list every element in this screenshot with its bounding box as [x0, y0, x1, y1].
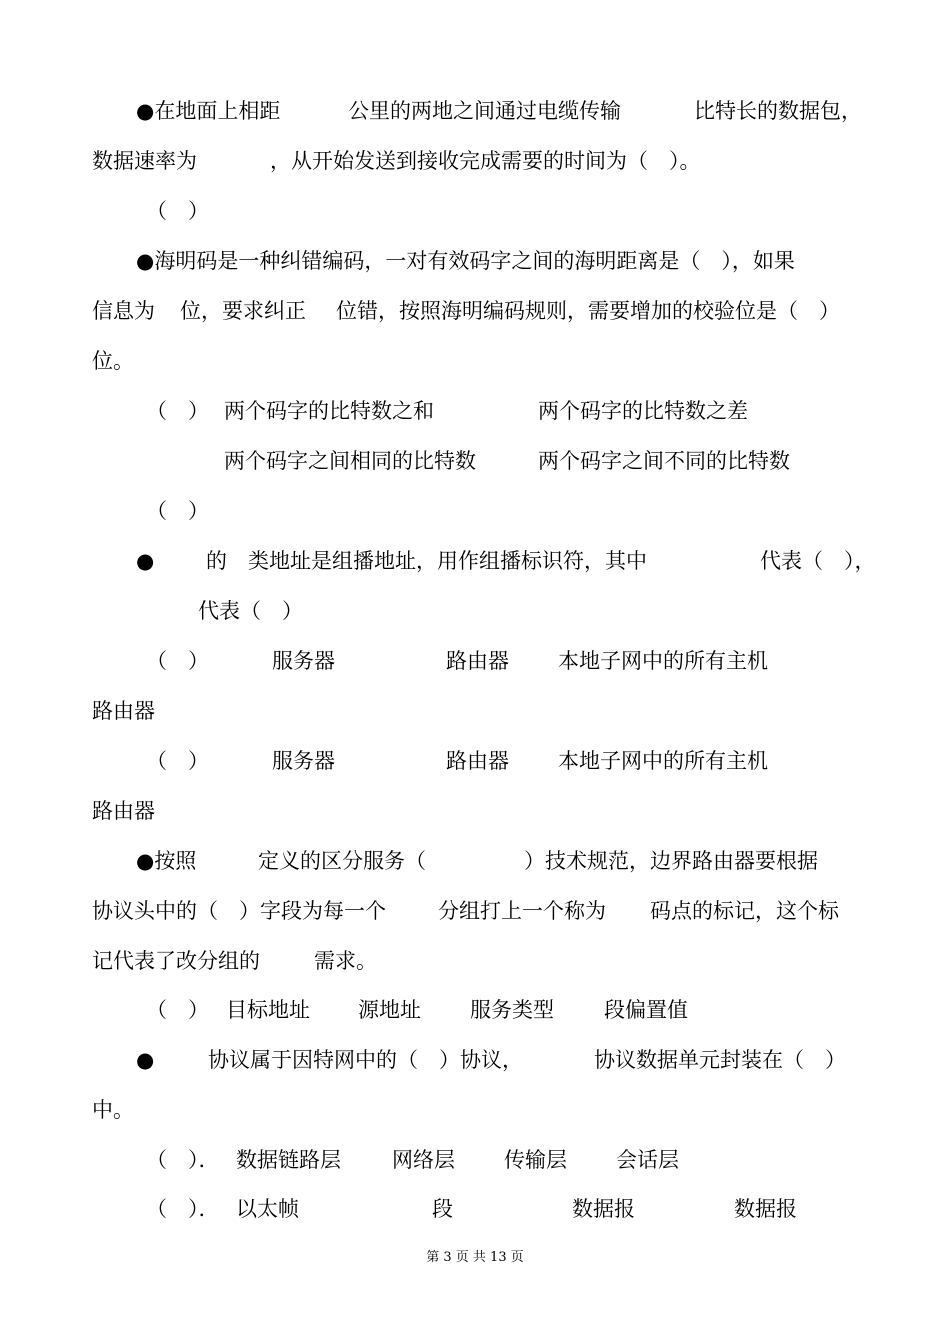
page-footer: 第 3 页 共 13 页 — [426, 1250, 524, 1265]
q3-option2-a: 服务器 — [272, 749, 335, 773]
q4-line2-c: 码点的标记，这个标 — [650, 899, 839, 923]
q1-line1-c: 比特长的数据包， — [694, 99, 862, 123]
q2-option-a: 两个码字的比特数之和 — [224, 399, 434, 423]
q3-option1-c: 本地子网中的所有主机 — [558, 649, 768, 673]
q5-option1-b: 网络层 — [392, 1148, 455, 1172]
q1-answer-paren: （ ） — [146, 199, 209, 223]
q4-option-c: 服务类型 — [470, 998, 554, 1022]
q3-line1-b: 的 — [206, 549, 227, 573]
q3-line1-c: 类地址是组播地址，用作组播标识符，其中 — [248, 549, 647, 573]
q3-line1-d: 代表（ ）， — [760, 549, 876, 573]
q1-line1-b: 公里的两地之间通过电缆传输 — [348, 99, 621, 123]
q5-line1-b: 协议属于因特网中的（ ）协议， — [208, 1048, 523, 1072]
q5-option1-d: 会话层 — [616, 1148, 679, 1172]
q5-option1-a: 数据链路层 — [236, 1148, 341, 1172]
q4-line1-c: ）技术规范，边界路由器要根据 — [524, 849, 818, 873]
q5-option1-paren: （ ）． — [146, 1148, 220, 1172]
q3-option2-c: 本地子网中的所有主机 — [558, 749, 768, 773]
q3-bullet: ● — [136, 549, 155, 573]
q2-line2-a: 信息为 — [92, 299, 155, 323]
q5-option2-a: 以太帧 — [236, 1197, 299, 1221]
q1-line2-b: ，从开始发送到接收完成需要的时间为（ ）。 — [270, 149, 701, 173]
q3-option2-d: 路由器 — [92, 799, 155, 823]
q4-line2-a: 协议头中的（ ）字段为每一个 — [92, 899, 386, 923]
q5-option1-c: 传输层 — [504, 1148, 567, 1172]
q2-option-d: 两个码字之间不同的比特数 — [538, 449, 790, 473]
q2-option-b: 两个码字的比特数之差 — [538, 399, 748, 423]
q3-option1-d: 路由器 — [92, 699, 155, 723]
q1-line1-a: ●在地面上相距 — [136, 99, 281, 123]
q3-option1-paren: （ ） — [146, 649, 209, 673]
q5-option2-b: 段 — [432, 1197, 453, 1221]
q5-option2-d: 数据报 — [734, 1197, 797, 1221]
q5-line2: 中。 — [92, 1098, 134, 1122]
q3-line2: 代表（ ） — [198, 599, 303, 623]
q2-line2-b: 位，要求纠正 — [180, 299, 306, 323]
q2-line3: 位。 — [92, 349, 134, 373]
q4-option-b: 源地址 — [358, 998, 421, 1022]
q4-option-d: 段偏置值 — [604, 998, 688, 1022]
q4-line1-a: ●按照 — [136, 849, 197, 873]
q5-line1-c: 协议数据单元封装在（ ） — [594, 1048, 846, 1072]
q2-option-c: 两个码字之间相同的比特数 — [224, 449, 476, 473]
q2-line2-c: 位错，按照海明编码规则，需要增加的校验位是（ ） — [336, 299, 840, 323]
q2-option1-paren: （ ） — [146, 399, 209, 423]
q4-line2-b: 分组打上一个称为 — [438, 899, 606, 923]
q4-line3-a: 记代表了改分组的 — [92, 949, 260, 973]
q4-line3-b: 需求。 — [314, 949, 377, 973]
q5-bullet: ● — [136, 1048, 155, 1072]
q3-option1-a: 服务器 — [272, 649, 335, 673]
q3-option2-b: 路由器 — [446, 749, 509, 773]
q4-option-a: 目标地址 — [226, 998, 310, 1022]
q5-option2-c: 数据报 — [572, 1197, 635, 1221]
q2-line1: ●海明码是一种纠错编码，一对有效码字之间的海明距离是（ ），如果 — [136, 249, 795, 273]
q3-option2-paren: （ ） — [146, 749, 209, 773]
q4-line1-b: 定义的区分服务（ — [258, 849, 426, 873]
q2-answer-paren: （ ） — [146, 499, 209, 523]
q3-option1-b: 路由器 — [446, 649, 509, 673]
q5-option2-paren: （ ）． — [146, 1197, 220, 1221]
q1-line2-a: 数据速率为 — [92, 149, 197, 173]
q4-option-paren: （ ） — [146, 998, 209, 1022]
